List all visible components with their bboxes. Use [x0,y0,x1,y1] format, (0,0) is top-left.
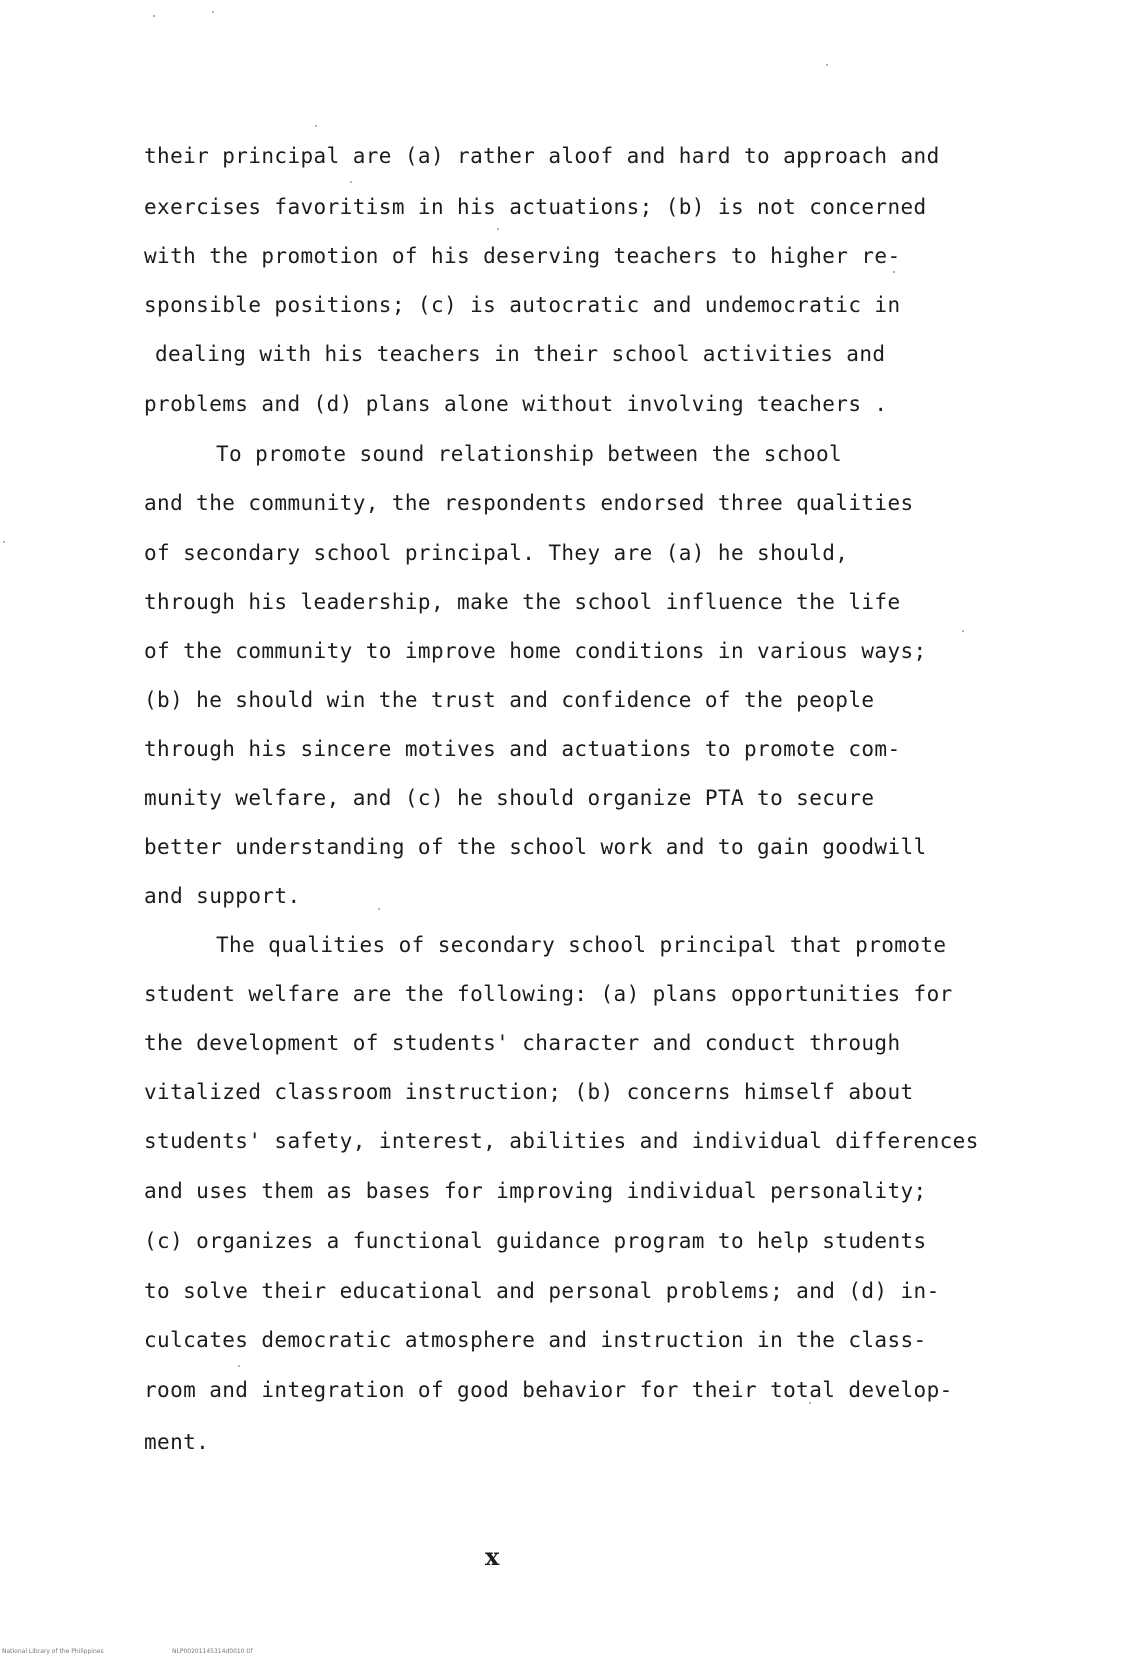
text-line: of the community to improve home conditions in various ways; [144,639,927,663]
paragraph-start-line: The qualities of secondary school principal that promote [216,933,947,957]
scan-speck [153,15,155,17]
page-number: x [485,1542,500,1571]
text-line: munity welfare, and (c) he should organize PTA to secure [144,786,875,810]
scan-speck [238,1365,240,1367]
text-line: and the community, the respondents endorsed three qualities [144,491,914,515]
text-line: (b) he should win the trust and confidence of the people [144,688,875,712]
text-line: culcates democratic atmosphere and instruction in the class- [144,1328,927,1352]
scan-speck [3,541,5,543]
text-line: and uses them as bases for improving individual personality; [144,1179,927,1203]
footer-library-name: National Library of the Philippines [2,1648,104,1655]
scan-speck [497,228,499,230]
footer-image-code: NLP00201145314d0010 tif [172,1648,253,1655]
text-line: through his sincere motives and actuations to promote com- [144,737,901,761]
scan-speck [826,64,828,66]
text-line: of secondary school principal. They are (a) he should, [144,541,849,565]
text-line: (c) organizes a functional guidance program to help students [144,1229,927,1253]
scan-speck [350,181,352,183]
scan-speck [809,1402,811,1404]
text-line: better understanding of the school work and to gain goodwill [144,835,927,859]
text-line: and support. [144,884,301,908]
text-line: their principal are (a) rather aloof and hard to approach and [144,144,940,168]
scan-speck [315,125,317,127]
text-line: exercises favoritism in his actuations; (b) is not concerned [144,195,927,219]
scan-speck [893,271,895,273]
text-line: room and integration of good behavior for their total develop- [144,1378,953,1402]
text-line: dealing with his teachers in their school activities and [155,342,886,366]
scan-speck [212,11,214,13]
text-line: students' safety, interest, abilities and individual differences [144,1129,979,1153]
paragraph-start-line: To promote sound relationship between the school [216,442,843,466]
text-line: the development of students' character and conduct through [144,1031,901,1055]
text-line: vitalized classroom instruction; (b) concerns himself about [144,1080,914,1104]
text-line: to solve their educational and personal problems; and (d) in- [144,1279,940,1303]
text-line: sponsible positions; (c) is autocratic and undemocratic in [144,293,901,317]
text-line: through his leadership, make the school influence the life [144,590,901,614]
scan-speck [962,630,964,632]
text-line: with the promotion of his deserving teachers to higher re- [144,244,901,268]
text-line: ment. [144,1430,210,1454]
text-line: student welfare are the following: (a) plans opportunities for [144,982,953,1006]
scan-speck [378,908,380,910]
text-line: problems and (d) plans alone without involving teachers . [144,392,888,416]
